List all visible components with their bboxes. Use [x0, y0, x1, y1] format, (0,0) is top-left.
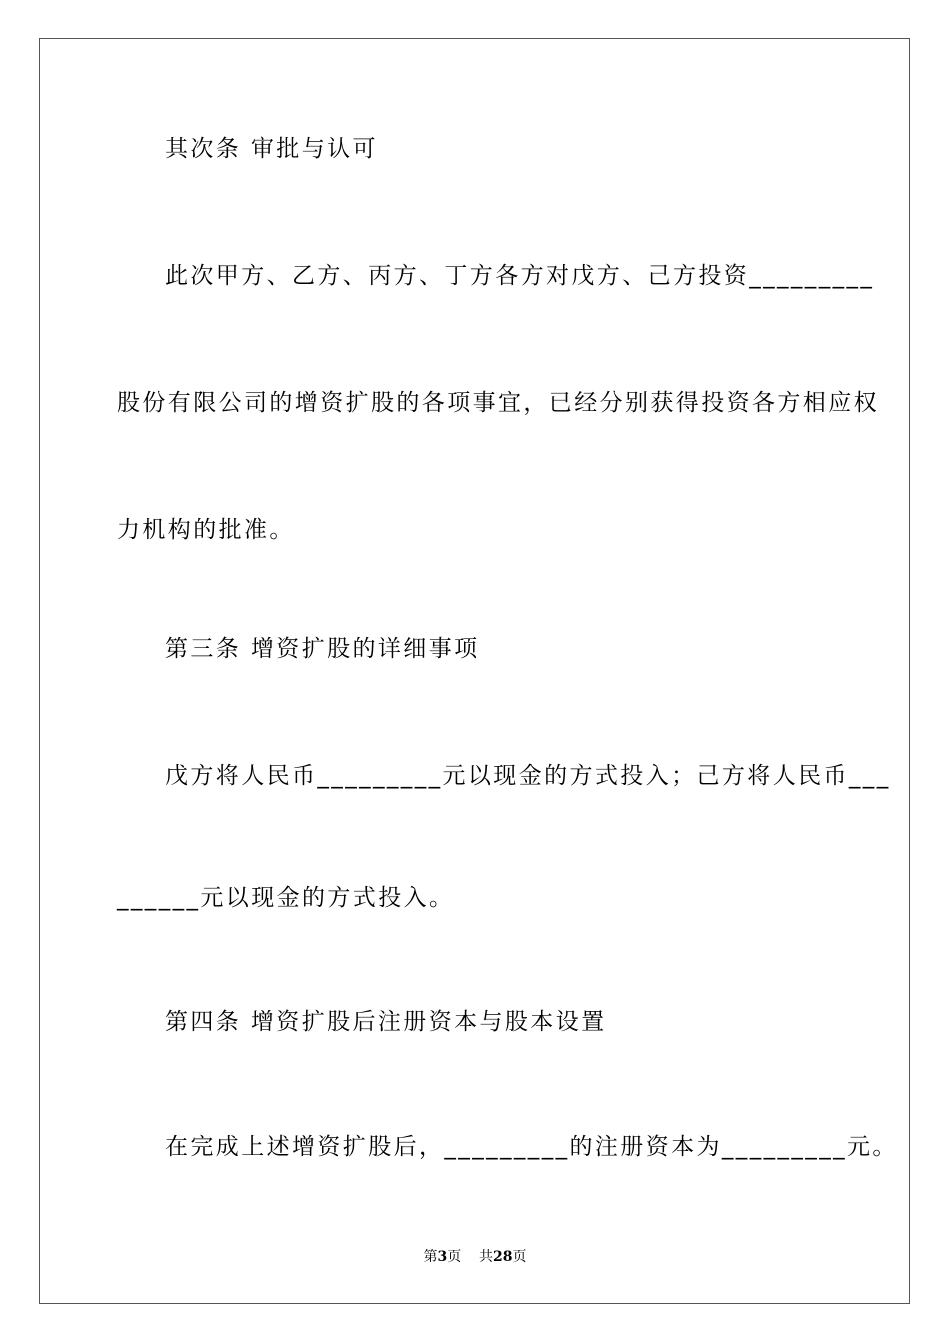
footer-page-mid: 页 共: [447, 1249, 494, 1265]
paragraph-line: 此次甲方、乙方、丙方、丁方各方对戊方、己方投资_________: [165, 263, 875, 289]
footer-page-total: 28: [493, 1249, 513, 1265]
page-footer: [0, 1248, 950, 1266]
paragraph-line: 股份有限公司的增资扩股的各项事宜，已经分别获得投资各方相应权: [117, 390, 879, 416]
article-4-heading: 第四条 增资扩股后注册资本与股本设置: [165, 1009, 607, 1035]
paragraph-line: 在完成上述增资扩股后，_________的注册资本为_________元。: [165, 1134, 898, 1160]
article-3-heading: 第三条 增资扩股的详细事项: [165, 636, 480, 662]
paragraph-line: ______元以现金的方式投入。: [117, 885, 455, 911]
paragraph-line: 力机构的批准。: [117, 517, 295, 543]
article-2-heading: 其次条 审批与认可: [165, 136, 378, 162]
paragraph-line: 戊方将人民币_________元以现金的方式投入；己方将人民币___: [165, 763, 891, 789]
footer-page-prefix: 第: [423, 1249, 438, 1265]
page-border: [39, 38, 910, 1304]
footer-page-current: 3: [437, 1249, 448, 1265]
footer-page-suffix: 页: [512, 1249, 527, 1265]
